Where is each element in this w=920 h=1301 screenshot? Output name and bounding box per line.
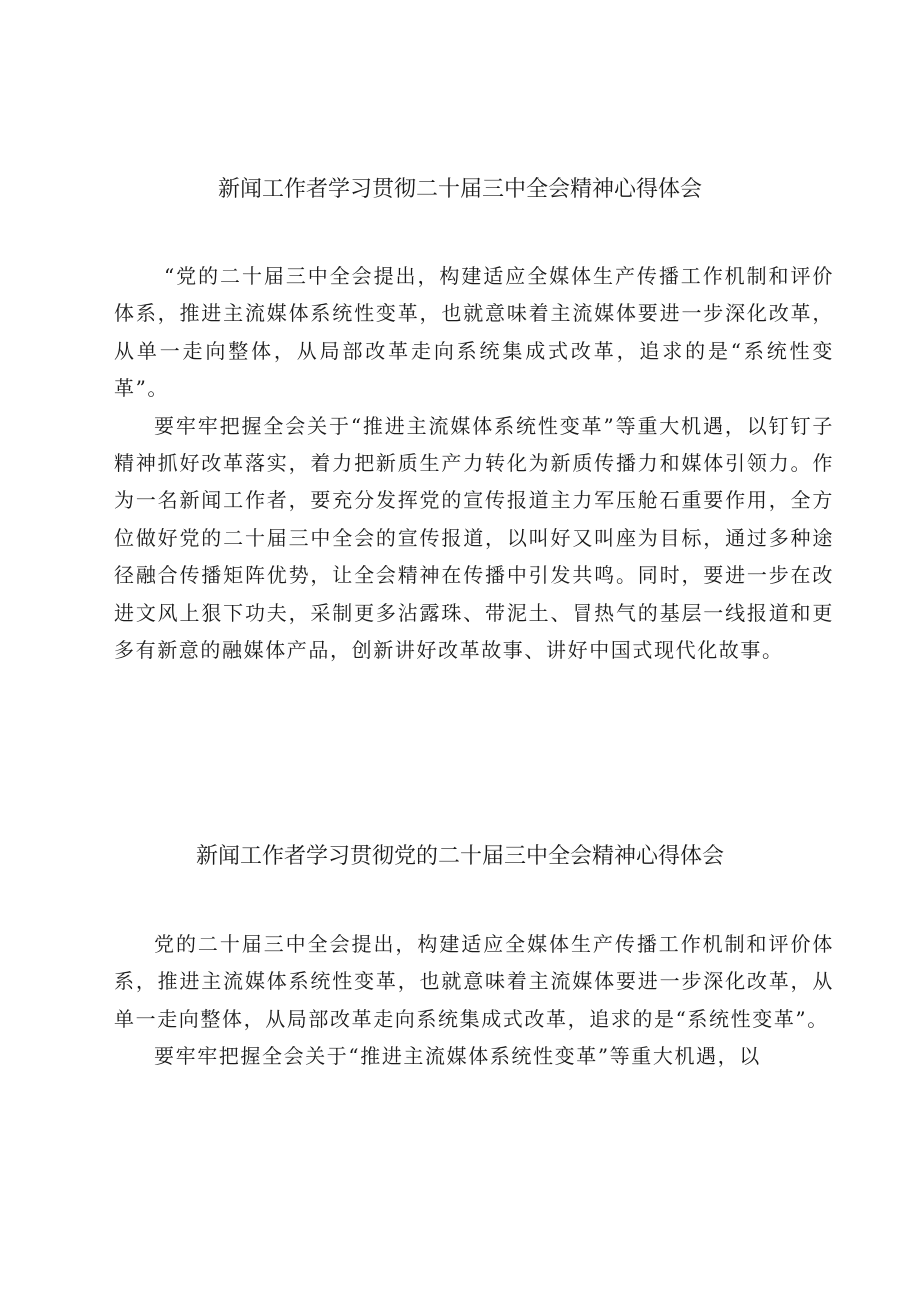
article-1-title: 新闻工作者学习贯彻二十届三中全会精神心得体会 [217, 177, 702, 202]
article-1-paragraph-1: “党的二十届三中全会提出，构建适应全媒体生产传播工作机制和评价体系，推进主流媒体系统性变革，也就意味着主流媒体要进一步深化改革，从单一走向整体，从局部改革走向系统集成式改革，追求的是“系统性变革”。 [114, 264, 834, 401]
article-2-paragraph-2: 要牢牢把握全会关于“推进主流媒体系统性变革”等重大机遇，以 [154, 1044, 761, 1069]
article-2-body [114, 926, 834, 1076]
article-1-paragraph-2: 要牢牢把握全会关于“推进主流媒体系统性变革”等重大机遇，以钉钉子精神抓好改革落实，着力把新质生产力转化为新质传播力和媒体引领力。作为一名新闻工作者，要充分发挥党的宣传报道主力军压舱石重要作用，全方位做好党的二十届三中全会的宣传报道，以叫好又叫座为目标，通过多种途径融合传播矩阵优势，让全会精神在传播中引发共鸣。同时，要进一步在改进文风上狠下功夫，采制更多沾露珠、带泥土、冒热气的基层一线报道和更多有新意的融媒体产品，创新讲好改革故事、讲好中国式现代化故事。 [114, 413, 834, 663]
article-1-body [114, 258, 834, 669]
article-2-paragraph-1: 党的二十届三中全会提出，构建适应全媒体生产传播工作机制和评价体系，推进主流媒体系统性变革，也就意味着主流媒体要进一步深化改革，从单一走向整体，从局部改革走向系统集成式改革，追求的是“系统性变革”。 [114, 932, 834, 1031]
article-2-title: 新闻工作者学习贯彻党的二十届三中全会精神心得体会 [195, 844, 724, 869]
